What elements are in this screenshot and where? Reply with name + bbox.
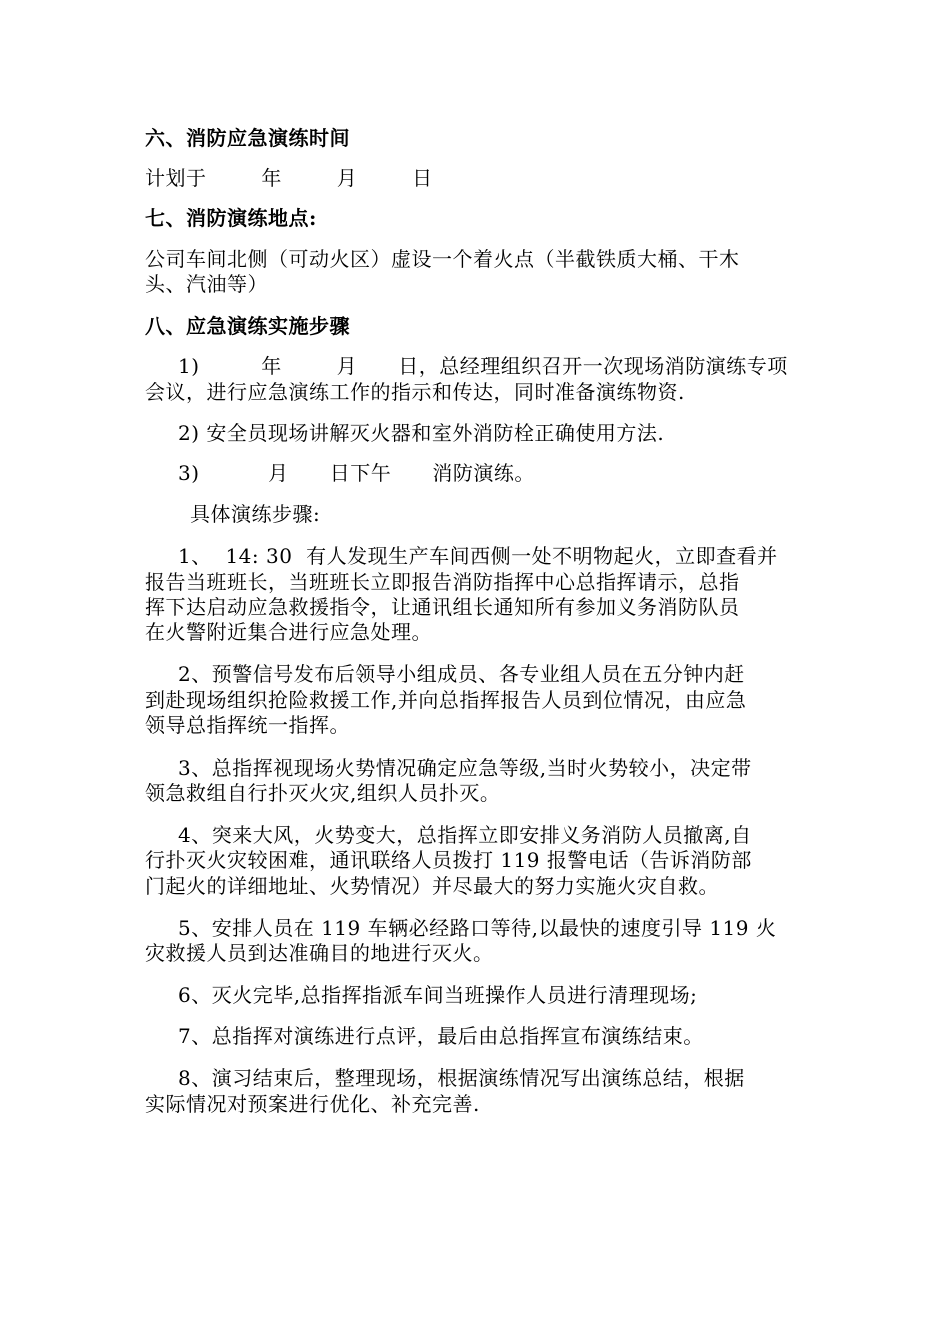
section-8-heading: 八、应急演练实施步骤 xyxy=(145,314,350,338)
step-6: 6、灭火完毕,总指挥指派车间当班操作人员进行清理现场; xyxy=(178,983,698,1007)
step-1-line-4: 在火警附近集合进行应急处理。 xyxy=(145,620,432,644)
step-7: 7、总指挥对演练进行点评，最后由总指挥宣布演练结束。 xyxy=(178,1024,704,1048)
paragraph-1-line-1: 1) 年 月 日，总经理组织召开一次现场消防演练专项 xyxy=(178,354,788,378)
step-8-line-1: 8、演习结束后，整理现场，根据演练情况写出演练总结，根据 xyxy=(178,1066,745,1090)
paragraph-2: 2) 安全员现场讲解灭火器和室外消防栓正确使用方法. xyxy=(178,421,665,445)
section-6-body: 计划于 年 月 日 xyxy=(145,166,433,190)
step-3-line-2: 领急救组自行扑灭火灾,组织人员扑灭。 xyxy=(145,781,501,805)
step-4-line-1: 4、突来大风，火势变大，总指挥立即安排义务消防人员撤离,自 xyxy=(178,823,752,847)
section-7-body-line-1: 公司车间北侧（可动火区）虚设一个着火点（半截铁质大桶、干木 xyxy=(145,247,740,271)
paragraph-4: 具体演练步骤: xyxy=(190,502,321,526)
step-1-line-1: 1、 14: 30 有人发现生产车间西侧一处不明物起火，立即查看并 xyxy=(178,544,778,568)
step-4-line-3: 门起火的详细地址、火势情况）并尽最大的努力实施火灾自救。 xyxy=(145,874,719,898)
step-2-line-3: 领导总指挥统一指挥。 xyxy=(145,713,350,737)
section-7-heading: 七、消防演练地点: xyxy=(145,206,317,230)
section-6-heading: 六、消防应急演练时间 xyxy=(145,126,350,150)
step-2-line-1: 2、预警信号发布后领导小组成员、各专业组人员在五分钟内赶 xyxy=(178,662,745,686)
step-4-line-2: 行扑灭火灾较困难，通讯联络人员拨打 119 报警电话（告诉消防部 xyxy=(145,848,752,872)
step-5-line-1: 5、安排人员在 119 车辆必经路口等待,以最快的速度引导 119 火 xyxy=(178,916,777,940)
paragraph-1-line-2: 会议，进行应急演练工作的指示和传达，同时准备演练物资. xyxy=(145,380,685,404)
paragraph-3: 3) 月 日下午 消防演练。 xyxy=(178,461,535,485)
step-1-line-3: 挥下达启动应急救援指令，让通讯组长通知所有参加义务消防队员 xyxy=(145,595,740,619)
step-5-line-2: 灾救援人员到达准确目的地进行灭火。 xyxy=(145,941,494,965)
step-1-line-2: 报告当班班长，当班班长立即报告消防指挥中心总指挥请示，总指 xyxy=(145,570,740,594)
step-8-line-2: 实际情况对预案进行优化、补充完善. xyxy=(145,1092,480,1116)
section-7-body-line-2: 头、汽油等） xyxy=(145,272,268,296)
step-3-line-1: 3、总指挥视现场火势情况确定应急等级,当时火势较小，决定带 xyxy=(178,756,752,780)
step-2-line-2: 到赴现场组织抢险救援工作,并向总指挥报告人员到位情况，由应急 xyxy=(145,688,747,712)
